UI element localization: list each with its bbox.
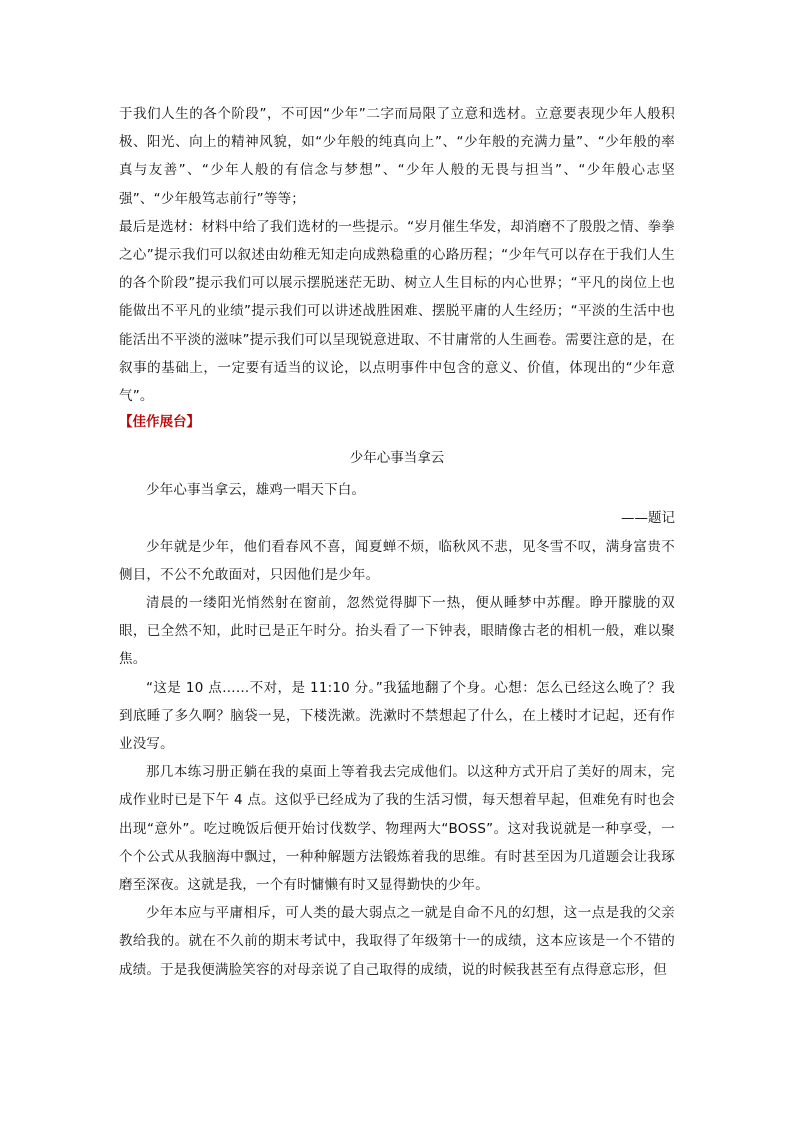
essay-paragraph: 少年就是少年，他们看春风不喜，闻夏蝉不烦，临秋风不悲，见冬雪不叹，满身富贵不侧目，不公不允敢面对，只因他们是少年。 <box>119 538 675 583</box>
essay-paragraph: 清晨的一缕阳光悄然射在窗前，忽然觉得脚下一热，便从睡梦中苏醒。睁开朦胧的双眼，已全然不知，此时已是正午时分。抬头看了一下钟表，眼睛像古老的相机一般，难以聚焦。 <box>119 595 675 668</box>
essay-paragraph: 少年本应与平庸相斥，可人类的最大弱点之一就是自命不凡的幻想，这一点是我的父亲教给我的。就在不久前的期末考试中，我取得了年级第十一的成绩，这本应该是一个不错的成绩。于是我便满脸笑容的对母亲说了自己取得的成绩，说的时候我甚至有点得意忘形，但 <box>119 905 675 978</box>
analysis-paragraph-2: 最后是选材：材料中给了我们选材的一些提示。“岁月催生华发，却消磨不了殷殷之情、拳拳之心”提示我们可以叙述由幼稚无知走向成熟稳重的心路历程；“少年气可以存在于我们人生的各个阶段”提示我们可以展示摆脱迷茫无助、树立人生目标的内心世界；“平凡的岗位上也能做出不平凡的业绩”提示我们可以讲述战胜困难、摆脱平庸的人生经历；“平淡的生活中也能活出不平淡的滋味”提示我们可以呈现锐意进取、不甘庸常的人生画卷。需要注意的是，在叙事的基础上，一定要有适当的议论，以点明事件中包含的意义、价值，体现出的“少年意气”。 <box>119 218 675 405</box>
epigraph-signature: ——题记 <box>621 510 675 527</box>
essay-title: 少年心事当拿云 <box>349 450 445 467</box>
essay-paragraph: “这是 10 点……不对，是 11:10 分。”我猛地翻了个身。心想：怎么已经这么晚了？我到底睡了多久啊？脑袋一晃，下楼洗漱。洗漱时不禁想起了什么，在上楼时才记起，还有作业没写。 <box>119 679 675 753</box>
essay-paragraph: 那几本练习册正躺在我的桌面上等着我去完成他们。以这种方式开启了美好的周末，完成作业时已是下午 4 点。这似乎已经成为了我的生活习惯，每天想着早起，但难免有时也会出现“意外”。吃过晚饭后便开始讨伐数学、物理两大“BOSS”。这对我说就是一种享受，一个个公式从我脑海中飘过，一种种解题方法锻炼着我的思维。有时甚至因为几道题会让我琢磨至深夜。这就是我，一个有时慵懒有时又显得勤快的少年。 <box>119 764 675 894</box>
analysis-paragraph-1: 于我们人生的各个阶段”，不可因“少年”二字而局限了立意和选材。立意要表现少年人般积极、阳光、向上的精神风貌，如“少年般的纯真向上”、“少年般的充满力量”、“少年般的率真与友善”、“少年人般的有信念与梦想”、“少年人般的无畏与担当”、“少年般心志坚强”、“少年般笃志前行”等等； <box>119 106 675 207</box>
document-page <box>119 100 675 984</box>
section-title: 【佳作展台】 <box>119 414 200 431</box>
essay-epigraph: 少年心事当拿云，雄鸡一唱天下白。 <box>146 482 366 499</box>
